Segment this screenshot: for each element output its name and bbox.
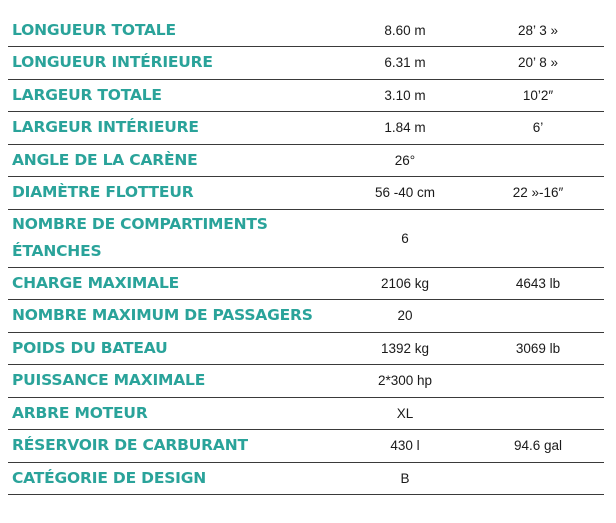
spec-label: ANGLE DE LA CARÈNE: [12, 150, 198, 169]
spec-label: NOMBRE DE COMPARTIMENTS ÉTANCHES: [12, 215, 268, 260]
spec-metric-value: 2106 kg: [380, 275, 430, 291]
table-row: [8, 267, 604, 300]
spec-label: LARGEUR INTÉRIEURE: [12, 118, 199, 137]
spec-metric-value: XL: [396, 405, 414, 421]
spec-metric-value: 8.60 m: [384, 22, 426, 38]
spec-label: PUISSANCE MAXIMALE: [12, 371, 206, 390]
spec-label: POIDS DU BATEAU: [12, 338, 168, 357]
spec-label: LONGUEUR TOTALE: [12, 20, 176, 39]
table-row: [8, 144, 604, 177]
spec-metric-value: B: [400, 470, 410, 486]
spec-metric-value: 430 l: [390, 438, 420, 454]
spec-metric-value: 1.84 m: [384, 120, 426, 136]
spec-metric-value: 56 -40 cm: [374, 185, 436, 201]
spec-imperial-value: [472, 397, 604, 430]
spec-table: [8, 14, 604, 495]
spec-label: NOMBRE MAXIMUM DE PASSAGERS: [12, 306, 313, 325]
spec-metric-value: 20: [397, 308, 413, 324]
table-row: [8, 462, 604, 495]
spec-imperial-value: 3069 lb: [515, 340, 561, 356]
spec-metric-value: 6: [401, 230, 409, 246]
table-row: [8, 177, 604, 210]
spec-label: ARBRE MOTEUR: [12, 403, 148, 422]
spec-metric-value: 2*300 hp: [377, 373, 433, 389]
spec-imperial-value: 10’2″: [522, 87, 554, 103]
spec-imperial-value: [472, 365, 604, 398]
spec-metric-value: 3.10 m: [384, 87, 426, 103]
table-row: [8, 79, 604, 112]
table-row: [8, 332, 604, 365]
spec-label: LARGEUR TOTALE: [12, 85, 162, 104]
spec-imperial-value: 22 »-16″: [512, 185, 564, 201]
spec-imperial-value: [472, 300, 604, 333]
table-row: [8, 112, 604, 145]
table-row: [8, 430, 604, 463]
spec-imperial-value: 20’ 8 »: [517, 55, 559, 71]
table-row: [8, 47, 604, 80]
spec-label: DIAMÈTRE FLOTTEUR: [12, 183, 194, 202]
table-row: [8, 397, 604, 430]
spec-metric-value: 1392 kg: [380, 340, 430, 356]
spec-imperial-value: 6’: [532, 120, 544, 136]
spec-label: CATÉGORIE DE DESIGN: [12, 468, 207, 487]
spec-imperial-value: [472, 209, 604, 267]
spec-metric-value: 6.31 m: [384, 55, 426, 71]
spec-label: RÉSERVOIR DE CARBURANT: [12, 436, 248, 455]
table-row: [8, 300, 604, 333]
table-row: [8, 14, 604, 47]
spec-imperial-value: [472, 462, 604, 495]
spec-imperial-value: 4643 lb: [515, 275, 561, 291]
spec-label: CHARGE MAXIMALE: [12, 273, 180, 292]
table-row: [8, 209, 604, 267]
table-row: [8, 365, 604, 398]
spec-imperial-value: [472, 144, 604, 177]
spec-imperial-value: 94.6 gal: [513, 438, 563, 454]
spec-metric-value: 26°: [394, 152, 416, 168]
spec-imperial-value: 28’ 3 »: [517, 22, 559, 38]
spec-label: LONGUEUR INTÉRIEURE: [12, 53, 213, 72]
